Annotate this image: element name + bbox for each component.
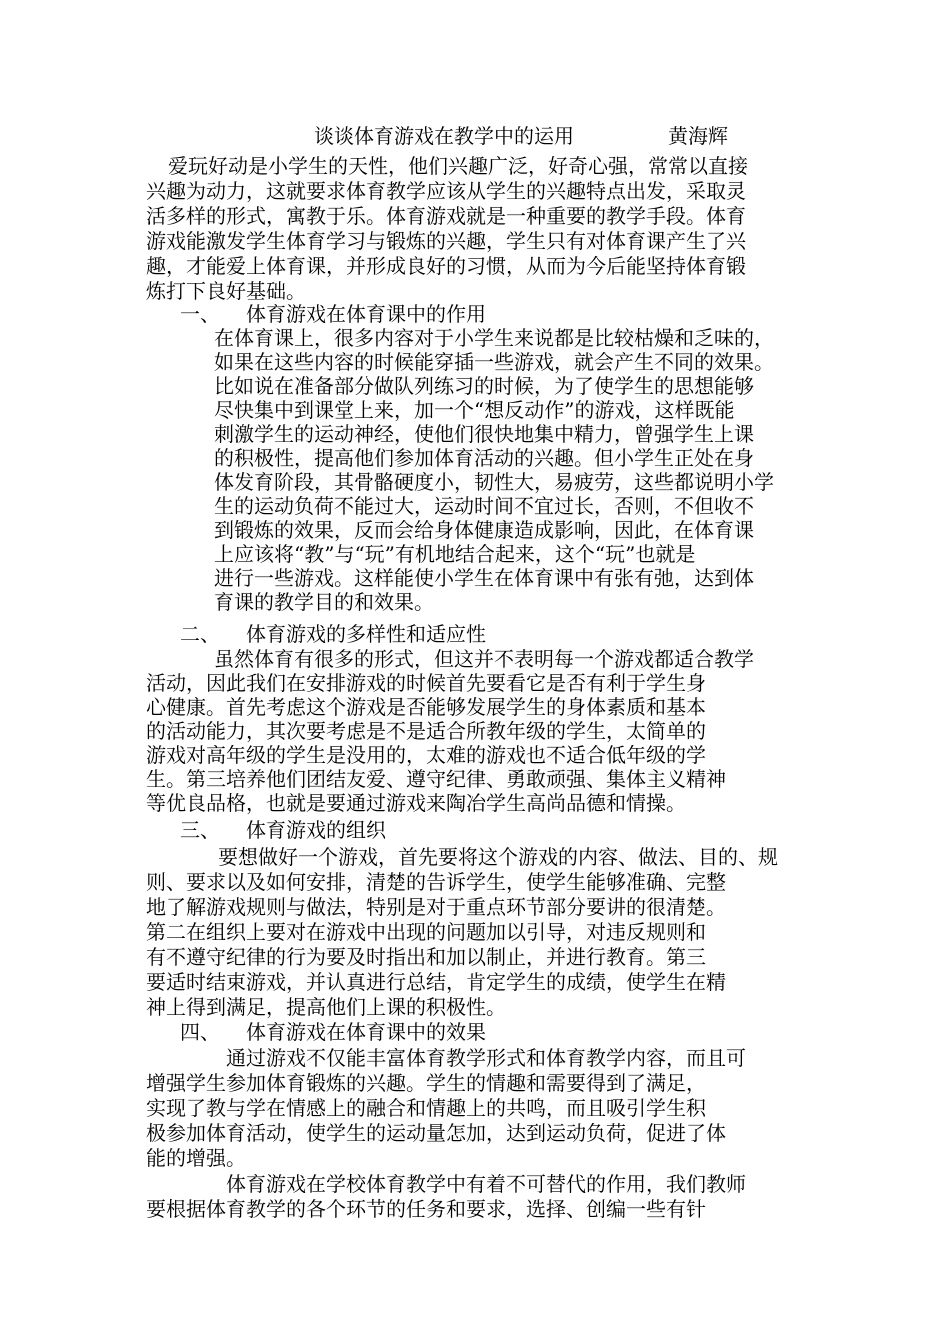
section-number: 三、: [180, 818, 220, 842]
intro-line: 爱玩好动是小学生的天性，他们兴趣广泛，好奇心强，常常以直接: [168, 154, 748, 178]
section-2-line: 生。第三培养他们团结友爱、遵守纪律、勇敢顽强、集体主义精神: [146, 767, 726, 791]
section-4-line: 极参加体育活动，使学生的运动量怎加，达到运动负荷，促进了体: [146, 1121, 726, 1145]
section-heading-text: 体育游戏在体育课中的效果: [246, 1020, 486, 1044]
section-3-line: 要适时结束游戏，并认真进行总结，肯定学生的成绩，使学生在精: [146, 970, 726, 994]
intro-line: 趣，才能爱上体育课，并形成良好的习惯，从而为今后能坚持体育锻: [146, 254, 746, 278]
intro-line: 活多样的形式，寓教于乐。体育游戏就是一种重要的教学手段。体育: [146, 204, 746, 228]
document-author: 黄海辉: [668, 124, 728, 148]
section-1-line: 育课的教学目的和效果。: [214, 590, 434, 614]
section-1-line: 到锻炼的效果，反而会给身体健康造成影响，因此，在体育课: [214, 518, 754, 542]
section-number: 一、: [180, 302, 220, 326]
intro-line: 兴趣为动力，这就要求体育教学应该从学生的兴趣特点出发，采取灵: [146, 179, 746, 203]
closing-line: 体育游戏在学校体育教学中有着不可替代的作用，我们教师: [226, 1172, 746, 1196]
section-number: 二、: [180, 622, 220, 646]
section-3-line: 有不遵守纪律的行为要及时指出和加以制止，并进行教育。第三: [146, 945, 706, 969]
section-heading-text: 体育游戏的组织: [246, 818, 386, 842]
section-heading-4: [180, 1020, 486, 1044]
section-2-line: 等优良品格，也就是要通过游戏来陶冶学生高尚品德和情操。: [146, 791, 686, 815]
intro-line: 炼打下良好基础。: [146, 279, 306, 303]
section-4-line: 实现了教与学在情感上的融合和情趣上的共鸣，而且吸引学生积: [146, 1096, 706, 1120]
section-3-line: 则、要求以及如何安排，清楚的告诉学生，使学生能够准确、完整: [146, 870, 726, 894]
section-heading-text: 体育游戏的多样性和适应性: [246, 622, 486, 646]
section-4-line: 能的增强。: [146, 1146, 246, 1170]
section-1-line: 上应该将“教”与“玩”有机地结合起来，这个“玩”也就是: [214, 542, 696, 566]
section-3-line: 要想做好一个游戏，首先要将这个游戏的内容、做法、目的、规: [218, 845, 778, 869]
section-4-line: 增强学生参加体育锻炼的兴趣。学生的情趣和需要得到了满足，: [146, 1071, 706, 1095]
section-1-line: 在体育课上，很多内容对于小学生来说都是比较枯燥和乏味的，: [214, 326, 774, 350]
section-1-line: 尽快集中到课堂上来，加一个“想反动作”的游戏，这样既能: [214, 398, 735, 422]
section-3-line: 第二在组织上要对在游戏中出现的问题加以引导，对违反规则和: [146, 920, 706, 944]
section-4-line: 通过游戏不仅能丰富体育教学形式和体育教学内容，而且可: [226, 1046, 746, 1070]
document-title: 谈谈体育游戏在教学中的运用: [314, 124, 574, 148]
section-2-line: 游戏对高年级的学生是没用的，太难的游戏也不适合低年级的学: [146, 743, 706, 767]
section-2-line: 心健康。首先考虑这个游戏是否能够发展学生的身体素质和基本: [146, 695, 706, 719]
section-heading-3: [180, 818, 386, 842]
closing-line: 要根据体育教学的各个环节的任务和要求，选择、创编一些有针: [146, 1197, 706, 1221]
section-1-line: 比如说在准备部分做队列练习的时候，为了使学生的思想能够: [214, 374, 754, 398]
section-1-line: 体发育阶段，其骨骼硬度小，韧性大，易疲劳，这些都说明小学: [214, 470, 774, 494]
section-1-line: 生的运动负荷不能过大，运动时间不宜过长，否则，不但收不: [214, 494, 754, 518]
section-heading-text: 体育游戏在体育课中的作用: [246, 302, 486, 326]
section-2-line: 的活动能力，其次要考虑是不是适合所教年级的学生，太简单的: [146, 719, 706, 743]
section-3-line: 地了解游戏规则与做法，特别是对于重点环节部分要讲的很清楚。: [146, 895, 726, 919]
section-2-line: 活动，因此我们在安排游戏的时候首先要看它是否有利于学生身: [146, 671, 706, 695]
section-1-line: 的积极性，提高他们参加体育活动的兴趣。但小学生正处在身: [214, 446, 754, 470]
section-1-line: 进行一些游戏。这样能使小学生在体育课中有张有弛，达到体: [214, 566, 754, 590]
section-1-line: 刺激学生的运动神经，使他们很快地集中精力，曾强学生上课: [214, 422, 754, 446]
intro-line: 游戏能激发学生体育学习与锻炼的兴趣，学生只有对体育课产生了兴: [146, 229, 746, 253]
section-heading-2: [180, 622, 486, 646]
section-1-line: 如果在这些内容的时候能穿插一些游戏，就会产生不同的效果。: [214, 350, 774, 374]
section-3-line: 神上得到满足，提高他们上课的积极性。: [146, 995, 506, 1019]
section-number: 四、: [180, 1020, 220, 1044]
section-2-line: 虽然体育有很多的形式，但这并不表明每一个游戏都适合教学: [214, 647, 754, 671]
section-heading-1: [180, 302, 486, 326]
